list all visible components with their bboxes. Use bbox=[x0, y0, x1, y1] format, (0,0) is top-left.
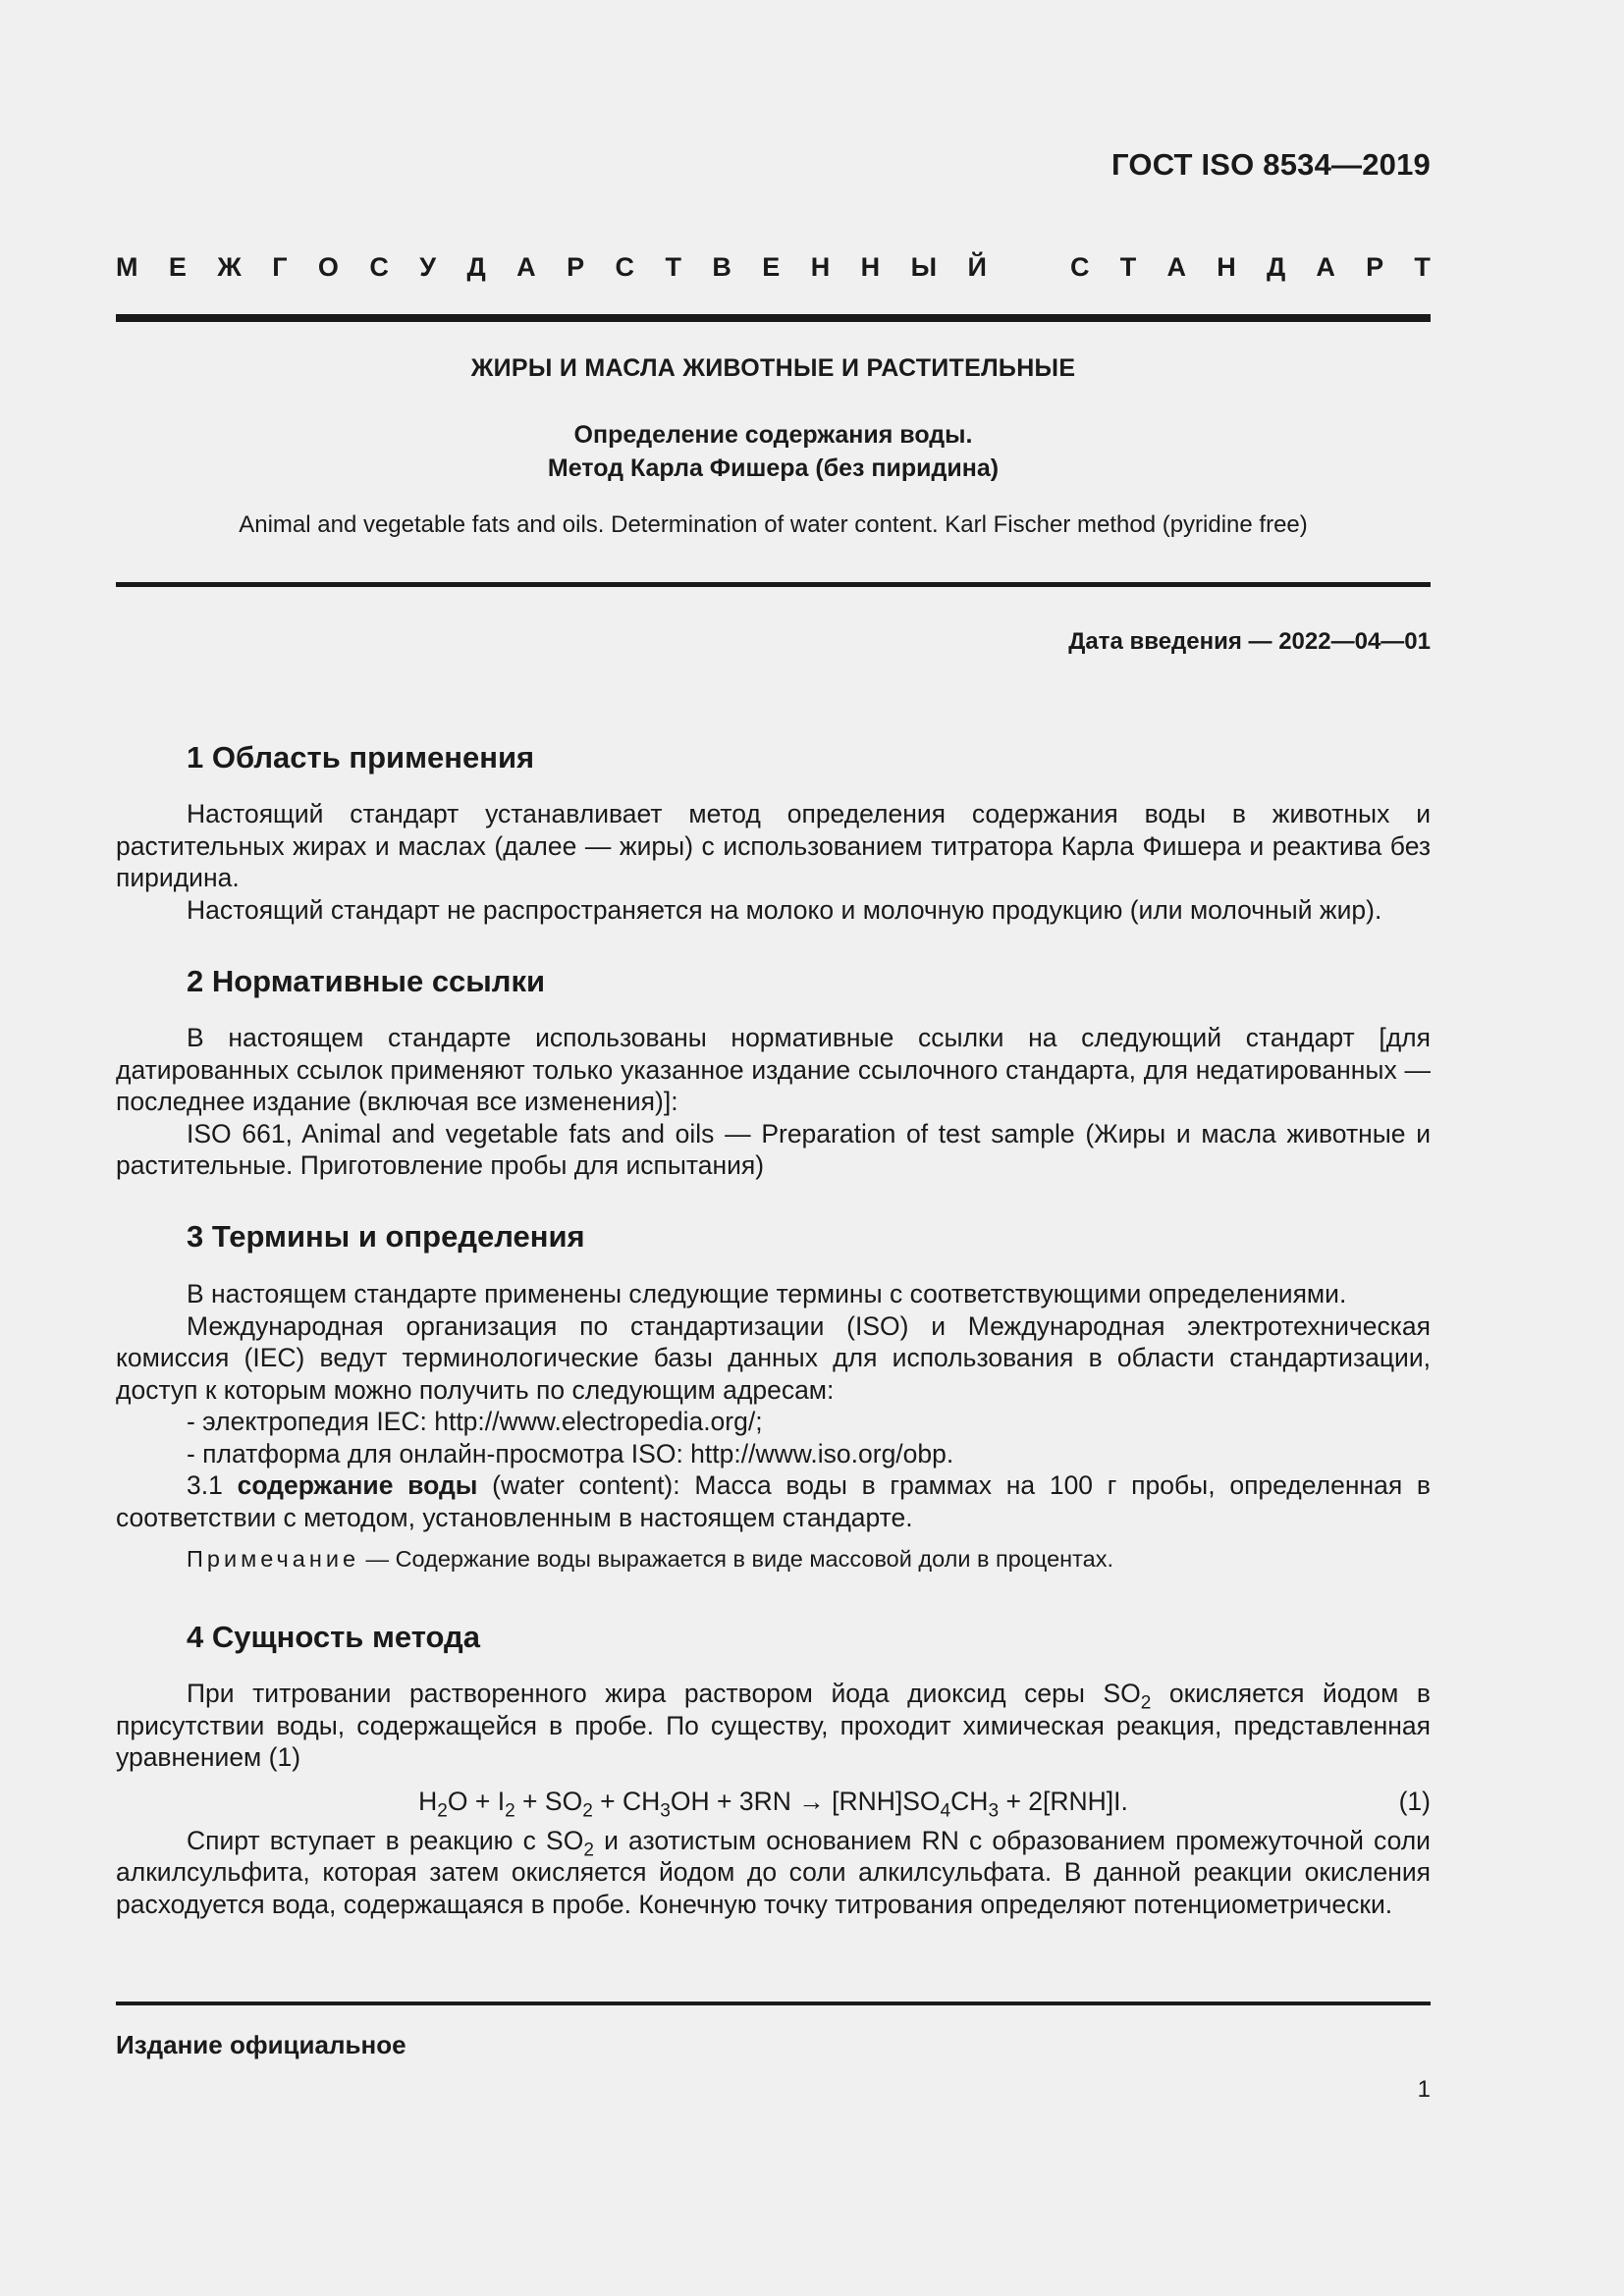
banner-letter: Д bbox=[466, 252, 486, 282]
official-edition-label: Издание официальное bbox=[116, 2030, 406, 2059]
standard-code: ГОСТ ISO 8534—2019 bbox=[1111, 147, 1431, 182]
note-label: Примечание bbox=[187, 1546, 360, 1572]
paragraph: ISO 661, Animal and vegetable fats and oils — Preparation of test sample (Жиры и масла животные и растительные. Приготовление пробы для испытания) bbox=[116, 1118, 1431, 1180]
banner-letter: А bbox=[516, 252, 536, 282]
equation bbox=[116, 1786, 1431, 1825]
subtitle-line-1: Определение содержания воды. bbox=[573, 421, 973, 449]
list-item: - платформа для онлайн-просмотра ISO: http://www.iso.org/obp. bbox=[187, 1438, 954, 1468]
section-3-heading: 3 Термины и определения bbox=[187, 1219, 585, 1254]
subscript: 2 bbox=[582, 1800, 593, 1822]
eq-part: + 2[RNH]I. bbox=[999, 1786, 1128, 1816]
subscript: 2 bbox=[583, 1840, 594, 1861]
banner-letter: Ж bbox=[217, 252, 242, 282]
banner-letter: Р bbox=[567, 252, 585, 282]
section-4-heading: 4 Сущность метода bbox=[187, 1620, 480, 1654]
note bbox=[116, 1543, 1431, 1575]
banner-letter: Р bbox=[1366, 252, 1384, 282]
banner-word-1 bbox=[116, 252, 987, 283]
eq-part: + SO bbox=[514, 1786, 583, 1816]
banner-letter: Т bbox=[665, 252, 681, 282]
section-2-heading: 2 Нормативные ссылки bbox=[187, 964, 546, 998]
banner-letter: С bbox=[1070, 252, 1090, 282]
subscript: 3 bbox=[660, 1800, 671, 1822]
banner-letter: С bbox=[369, 252, 389, 282]
banner-letter: Н bbox=[1217, 252, 1236, 282]
page-number: 1 bbox=[1417, 2076, 1431, 2103]
text-run: Спирт вступает в реакцию с SO bbox=[187, 1825, 584, 1855]
banner-letter: А bbox=[1316, 252, 1335, 282]
section-1-heading: 1 Область применения bbox=[187, 740, 535, 774]
eq-part: O + I bbox=[447, 1786, 506, 1816]
term-text: (water content): Масса воды в граммах на 100 г пробы, определенная в соответствии с методом, установленным в настоящем стандарте. bbox=[116, 1470, 1432, 1532]
term-definition bbox=[116, 1469, 1431, 1533]
standard-banner bbox=[116, 252, 1431, 283]
subscript: 3 bbox=[988, 1800, 1000, 1822]
document-subtitle bbox=[116, 418, 1431, 485]
banner-letter: Е bbox=[168, 252, 187, 282]
banner-letter: В bbox=[712, 252, 731, 282]
section-4-body bbox=[116, 1678, 1431, 1920]
banner-letter: Ы bbox=[910, 252, 938, 282]
section-2-body bbox=[116, 1022, 1431, 1182]
paragraph: В настоящем стандарте применены следующие термины с соответствующими определениями. bbox=[187, 1279, 1347, 1308]
eq-part: + CH bbox=[592, 1786, 661, 1816]
section-3-body bbox=[116, 1278, 1431, 1575]
eq-part: OH + 3RN → [RNH]SO bbox=[670, 1786, 941, 1816]
text-run: окисляется йодом в присутствии воды, содержащейся в пробе. По существу, проходит химическая реакция, представленная уравнением (1) bbox=[116, 1679, 1431, 1772]
section-1-body bbox=[116, 798, 1431, 926]
term-number: 3.1 bbox=[187, 1470, 238, 1500]
subtitle-line-2: Метод Карла Фишера (без пиридина) bbox=[547, 454, 1000, 482]
introduction-date: Дата введения — 2022—04—01 bbox=[1068, 628, 1431, 655]
subscript: 2 bbox=[1140, 1692, 1152, 1714]
banner-letter: Т bbox=[1414, 252, 1431, 282]
paragraph: Настоящий стандарт не распространяется на молоко и молочную продукцию (или молочный жир). bbox=[187, 894, 1382, 925]
equation-number: (1) bbox=[1398, 1786, 1431, 1816]
banner-letter: Н bbox=[810, 252, 831, 282]
note-text: — Содержание воды выражается в виде массовой доли в процентах. bbox=[359, 1546, 1114, 1572]
subscript: 2 bbox=[437, 1800, 448, 1822]
banner-letter: Е bbox=[762, 252, 781, 282]
banner-letter: Н bbox=[860, 252, 881, 282]
paragraph: Международная организация по стандартизации (ISO) и Международная электротехническая комиссия (IEC) ведут терминологические базы данных для использования в области стандартизации, доступ к которым можно получить по следующим адресам: bbox=[116, 1310, 1431, 1405]
text-run: При титровании растворенного жира раствором йода диоксид серы SO bbox=[187, 1679, 1141, 1708]
equation-formula bbox=[418, 1786, 1128, 1822]
paragraph: В настоящем стандарте использованы нормативные ссылки на следующий стандарт [для датированных ссылок применяют только указанное издание ссылочного стандарта, для недатированных — последнее издание (включая все изменения)]: bbox=[116, 1023, 1431, 1116]
title-rule bbox=[116, 582, 1431, 587]
banner-letter: Г bbox=[272, 252, 288, 282]
top-rule bbox=[116, 314, 1431, 322]
banner-letter: А bbox=[1166, 252, 1186, 282]
banner-letter: О bbox=[317, 252, 339, 282]
document-title: ЖИРЫ И МАСЛА ЖИВОТНЫЕ И РАСТИТЕЛЬНЫЕ bbox=[470, 354, 1076, 382]
eq-part: CH bbox=[950, 1786, 989, 1816]
banner-word-2 bbox=[1070, 252, 1431, 283]
subscript: 4 bbox=[940, 1800, 951, 1822]
banner-letter: Д bbox=[1266, 252, 1286, 282]
english-title: Animal and vegetable fats and oils. Determination of water content. Karl Fischer method (pyridine free) bbox=[239, 511, 1308, 538]
subscript: 2 bbox=[505, 1800, 515, 1822]
banner-letter: У bbox=[419, 252, 437, 282]
term: содержание воды bbox=[237, 1470, 478, 1500]
eq-part: H bbox=[418, 1786, 438, 1816]
paragraph bbox=[116, 1825, 1431, 1921]
text-run: и азотистым основанием RN с образованием промежуточной соли алкилсульфита, которая затем окисляется йодом до соли алкилсульфата. В данной реакции окисления расходуется вода, содержащаяся в пробе. Конечную точку титрования определяют потенциометрически. bbox=[116, 1825, 1431, 1919]
paragraph: Настоящий стандарт устанавливает метод определения содержания воды в животных и растительных жирах и маслах (далее — жиры) с использованием титратора Карла Фишера и реактива без пиридина. bbox=[116, 799, 1431, 892]
footer-rule bbox=[116, 2002, 1431, 2005]
paragraph bbox=[116, 1678, 1431, 1774]
list-item: - электропедия IEC: http://www.electropedia.org/; bbox=[187, 1407, 763, 1436]
banner-letter: Й bbox=[967, 252, 987, 282]
banner-letter: С bbox=[615, 252, 635, 282]
banner-letter: М bbox=[116, 252, 138, 282]
banner-letter: Т bbox=[1119, 252, 1137, 282]
